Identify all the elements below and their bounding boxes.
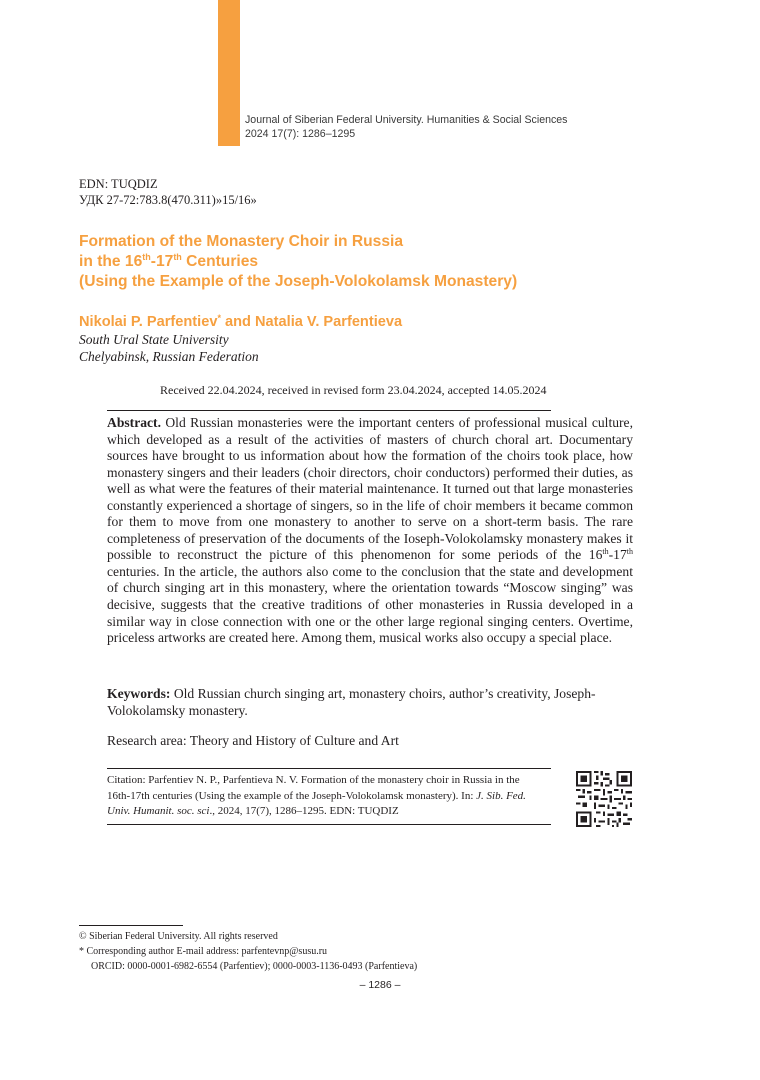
footnote-rule xyxy=(79,925,183,926)
keywords-text: Old Russian church singing art, monastery choirs, author’s creativity, Joseph-Volokolamsky monastery. xyxy=(107,686,596,718)
corresponding-author-note: * Corresponding author E-mail address: parfentevnp@susu.ru xyxy=(79,946,328,957)
title-line-3: (Using the Example of the Joseph-Volokolamsk Monastery) xyxy=(79,273,518,290)
author-list xyxy=(79,313,402,331)
title-text: in the 16 xyxy=(79,253,143,270)
citation-text: Citation: Parfentiev N. P., Parfentieva N. V. Formation of the monastery choir in Russia in the 16th-17th centuries (Using the example of the Joseph-Volokolamsk monastery). In: xyxy=(107,774,520,802)
citation-top-rule xyxy=(107,768,551,769)
header-accent-bar xyxy=(218,0,240,146)
corresponding-mark: * xyxy=(217,313,221,323)
orcid-note: ORCID: 0000-0001-6982-6554 (Parfentiev); 0000-0003-1136-0493 (Parfentieva) xyxy=(91,961,418,972)
received-dates: Received 22.04.2024, received in revised form 23.04.2024, accepted 14.05.2024 xyxy=(160,383,547,397)
abstract-top-rule xyxy=(107,410,551,411)
citation xyxy=(107,773,539,820)
affiliation-city: Chelyabinsk, Russian Federation xyxy=(79,349,259,364)
journal-name: Journal of Siberian Federal University. Humanities & Social Sciences xyxy=(245,114,568,126)
affiliation xyxy=(79,331,259,365)
abstract-text: -17 xyxy=(608,547,627,563)
abstract-text: Old Russian monasteries were the important centers of professional musical culture, which developed as a result of the activities of masters of church choral art. Documentary sources have brought to us information about how the formation of the choirs took place, how monastery singers and their leaders (choir directors, choir conductors) performed their duties, as well as what were the features of their material maintenance. It turned out that large monasteries constantly experienced a shortage of singers, so in the life of choir members it became common for them to move from one monastery to another to serve on a short-term basis. The rare completeness of preservation of the documents of the Ioseph-Volokolamsky monastery makes it possible to reconstruct the picture of this phenomenon for some periods of the 16 xyxy=(107,415,633,563)
edn-code: EDN: TUQDIZ xyxy=(79,177,158,191)
qr-code-icon[interactable] xyxy=(576,771,632,827)
author-name: Natalia V. Parfentieva xyxy=(255,314,403,330)
article-identifiers xyxy=(79,176,257,208)
title-superscript: th xyxy=(173,252,182,262)
citation-journal: J. Sib. Fed. Univ. Humanit. soc. sci xyxy=(107,789,526,817)
page-number: – 1286 – xyxy=(359,979,401,991)
research-area: Research area: Theory and History of Culture and Art xyxy=(107,733,399,748)
title-text: Centuries xyxy=(181,253,259,270)
abstract-superscript: th xyxy=(626,547,633,557)
university-name: South Ural State University xyxy=(79,332,229,347)
citation-bottom-rule xyxy=(107,824,551,825)
journal-volume: 2024 17(7): 1286–1295 xyxy=(245,128,356,140)
udk-code: УДК 27-72:783.8(470.311)»15/16» xyxy=(79,193,257,207)
title-line-1: Formation of the Monastery Choir in Russia xyxy=(79,233,404,250)
author-conjunction: and xyxy=(220,314,256,330)
title-text: -17 xyxy=(150,253,174,270)
abstract xyxy=(107,415,633,647)
abstract-text: centuries. In the article, the authors also come to the conclusion that the state and development of church singing art in this monastery, where the orientation towards “Moscow singing” was decisive, suggests that the creative traditions of other monasteries in Russia developed in a similar way in close connection with one or the other large regional singing centers. Overtime, priceless artworks are created here. Among them, musical works also occupy a special place. xyxy=(107,563,633,646)
article-title xyxy=(79,232,517,292)
author-name: Nikolai P. Parfentiev xyxy=(79,314,218,330)
citation-details: ., 2024, 17(7), 1286–1295. EDN: TUQDIZ xyxy=(209,805,399,817)
keywords-label: Keywords: xyxy=(107,686,171,701)
abstract-label: Abstract. xyxy=(107,415,161,430)
copyright-note: © Siberian Federal University. All rights reserved xyxy=(79,931,278,942)
abstract-superscript: th xyxy=(602,547,609,557)
keywords xyxy=(107,685,633,719)
title-line-2 xyxy=(79,252,517,272)
title-superscript: th xyxy=(142,252,151,262)
journal-header xyxy=(245,113,567,141)
